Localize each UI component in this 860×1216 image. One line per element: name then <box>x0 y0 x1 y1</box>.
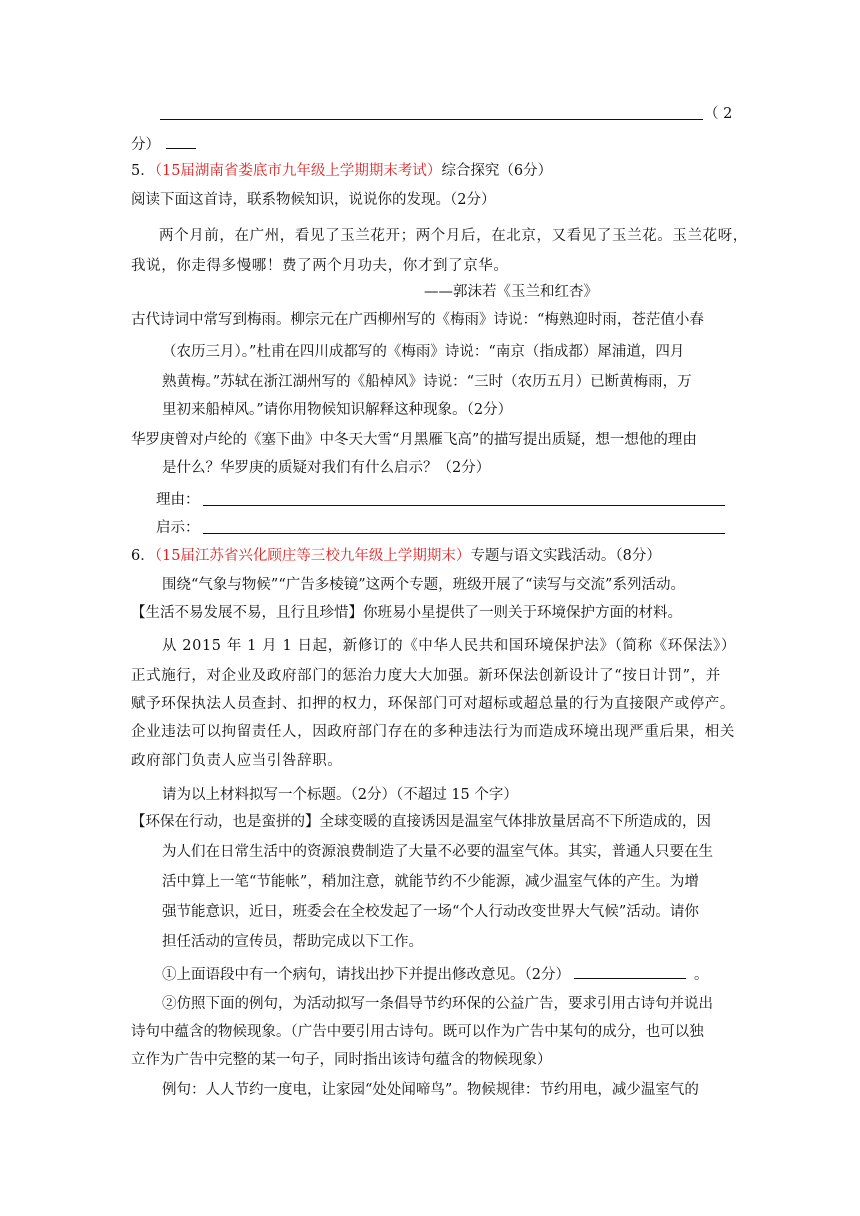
q6-section2-line5: 担任活动的宣传员，帮助完成以下工作。 <box>162 934 423 950</box>
example-sentence: 例句：人人节约一度电，让家园“处处闻啼鸟”。物候规律：节约用电，减少温室气的 <box>162 1082 699 1098</box>
q5-para3-line1: 华罗庚曾对卢纶的《塞下曲》中冬天大雪“月黑雁飞高”的描写提出质疑，想一想他的理由 <box>131 432 697 448</box>
task2-line2: 诗句中蕴含的物候现象。（广告中要引用古诗句。既可以作为广告中某句的成分，也可以独 <box>131 1024 704 1040</box>
material-line-1: 从 2015 年 1 月 1 日起，新修订的《中华人民共和国环境保护法》（简称《环保法》） <box>162 638 737 654</box>
poem-attribution: ——郭沫若《玉兰和红杏》 <box>424 284 598 300</box>
q5-para2-line3: 熟黄梅。”苏轼在浙江湖州写的《船棹风》诗说：“三时（农历五月）已断黄梅雨，万 <box>162 374 692 390</box>
task2-line1: ②仿照下面的例句，为活动拟写一条倡导节约环保的公益广告，要求引用古诗句并说出 <box>162 996 713 1012</box>
q6-intro: 围绕“气象与物候”“广告多棱镜”这两个专题，班级开展了“读写与交流”系列活动。 <box>162 577 685 593</box>
q6-section1: 【生活不易发展不易，且行且珍惜】你班易小星提供了一则关于环境保护方面的材料。 <box>131 605 682 621</box>
q5-header: 5．（15届湖南省娄底市九年级上学期期末考试）综合探究（6分） <box>131 163 553 179</box>
poem-line-2: 我说，你走得多慢哪！费了两个月功夫，你才到了京华。 <box>131 258 509 274</box>
task2-line3: 立作为广告中完整的某一句子，同时指出该诗句蕴含的物候现象） <box>131 1052 552 1068</box>
q6-source: （15届江苏省兴化顾庄等三校九年级上学期期末） <box>154 548 471 564</box>
material-line-5: 政府部门负责人应当引咎辞职。 <box>131 753 343 769</box>
q6-header: 6．（15届江苏省兴化顾庄等三校九年级上学期期末）专题与语文实践活动。（8分） <box>131 548 661 564</box>
q5-para2-line2: （农历三月）。”杜甫在四川成都写的《梅雨》诗说：“南京（指成都）犀浦道，四月 <box>162 344 685 360</box>
q5-para3-line2: 是什么？华罗庚的质疑对我们有什么启示？（2分） <box>162 460 491 476</box>
answer-line-top[interactable] <box>160 119 703 120</box>
task1: ①上面语段中有一个病句，请找出抄下并提出修改意见。（2分） 。 <box>162 964 708 985</box>
title-task: 请为以上材料拟写一个标题。（2分）（不超过 15 个字） <box>162 787 518 803</box>
q5-para2-line4: 里初来船棹风。”请你用物候知识解释这种现象。（2分） <box>162 402 513 418</box>
q6-section2-line4: 强节能意识，近日，班委会在全校发起了一场“个人行动改变世界大气候”活动。请你 <box>162 904 699 920</box>
insight-answer-line[interactable] <box>203 533 725 534</box>
poem-line-1: 两个月前，在广州，看见了玉兰花开；两个月后，在北京，又看见了玉兰花。玉兰花呀， <box>159 228 748 244</box>
material-line-4: 企业违法可以拘留责任人，因政府部门存在的多种违法行为而造成环境出现严重后果，相关 <box>131 724 735 740</box>
q5-source: （15届湖南省娄底市九年级上学期期末考试） <box>154 163 442 179</box>
q6-section2-line3: 活中算上一笔“节能帐”，稍加注意，就能节约不少能源，减少温室气体的产生。为增 <box>162 874 699 890</box>
answer-blank-short[interactable] <box>166 134 196 149</box>
q5-prompt: 阅读下面这首诗，联系物候知识，说说你的发现。（2分） <box>131 192 496 208</box>
q6-section2-line1: 【环保在行动，也是蛮拼的】全球变暖的直接诱因是温室气体排放量居高不下所造成的，因 <box>131 814 711 830</box>
reason-answer-line[interactable] <box>203 505 725 506</box>
insight-label: 启示： <box>156 520 200 536</box>
task1-answer-blank[interactable] <box>574 964 686 979</box>
score-paren: （ 2 <box>704 106 733 122</box>
material-line-2: 正式施行，对企业及政府部门的惩治力度大大加强。新环保法创新设计了“按日计罚”，并 <box>131 668 721 684</box>
score-tail: 分） <box>131 134 196 155</box>
reason-label: 理由： <box>156 492 200 508</box>
q6-section2-line2: 为人们在日常生活中的资源浪费制造了大量不必要的温室气体。其实，普通人只要在生 <box>162 844 713 860</box>
material-line-3: 赋予环保执法人员查封、扣押的权力，环保部门可对超标或超总量的行为直接限产或停产。 <box>131 696 735 712</box>
q5-para2-line1: 古代诗词中常写到梅雨。柳宗元在广西柳州写的《梅雨》诗说：“梅熟迎时雨，苍茫值小春 <box>131 312 704 328</box>
